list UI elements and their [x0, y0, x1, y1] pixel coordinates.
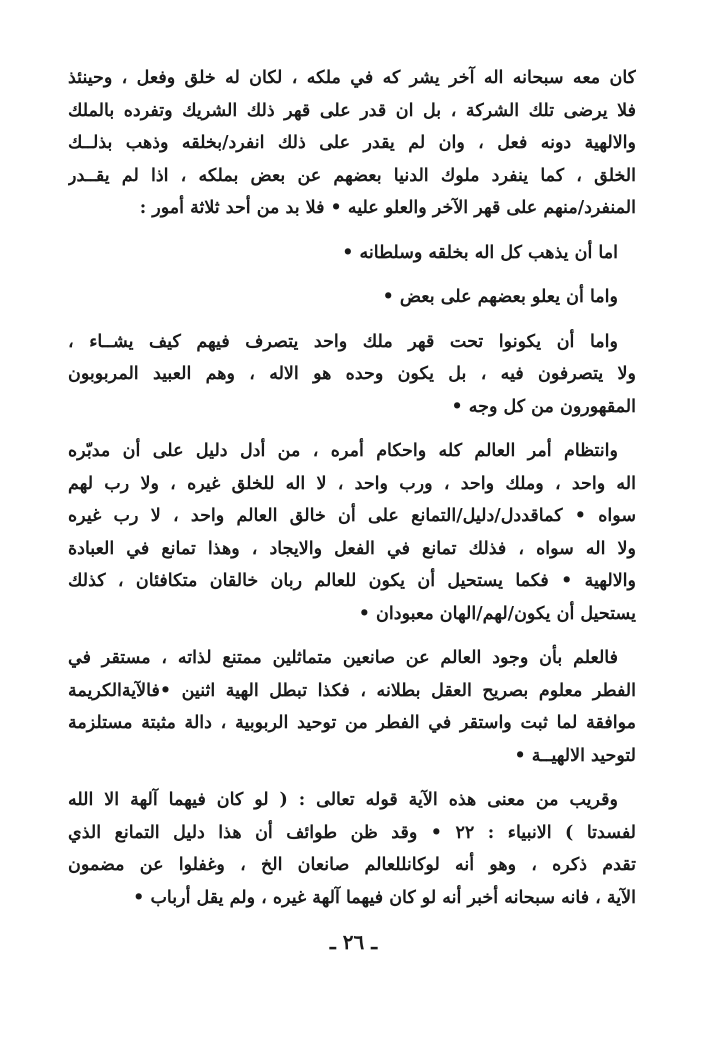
paragraph: [68, 62, 636, 225]
text-line: واما أن يكونوا تحت قهر ملك واحد يتصرف فيهم كيف يشــاء ،: [68, 331, 618, 352]
paragraph-gap: [68, 630, 636, 642]
text-line: وقريب من معنى هذه الآية قوله تعالى : ( لو كان فيهما آلهة الا الله: [68, 790, 618, 810]
text-line: فالعلم بأن وجود العالم عن صانعين متماثلين ممتنع لذاته ، مستقر في: [68, 648, 618, 668]
text-line: موافقة لما ثبت واستقر في الفطر من توحيد الربوبية ، دالة مثبتة مستلزمة: [68, 713, 636, 733]
text-line: وانتظام أمر العالم كله واحكام أمره ، من أدل دليل على أن مدبّره: [68, 441, 618, 461]
text-line: الآية ، فانه سبحانه أخبر أنه لو كان فيهما آلهة غيره ، ولم يقل أرباب •: [133, 887, 636, 908]
text-line: الفطر معلوم بصريح العقل بطلانه ، فكذا تبطل الهية اثنين •فالآيةالكريمة: [68, 680, 636, 701]
text-line: تقدم ذكره ، وهو أنه لوكانللعالم صانعان الخ ، وغفلوا عن مضمون: [68, 855, 636, 875]
paragraph: [68, 237, 636, 270]
paragraph: [68, 784, 636, 914]
text-line: كان معه سبحانه اله آخر يشر كه في ملكه ، لكان له خلق وفعل ، وحينئذ: [68, 68, 636, 88]
text-line: اله واحد ، وملك واحد ، ورب واحد ، لا اله للخلق غيره ، ولا رب لهم: [68, 473, 636, 494]
text-line: لفسدتا ) الانبياء : ٢٢ • وقد ظن طوائف أن هذا دليل التمانع الذي: [68, 822, 636, 843]
paragraph-gap: [68, 225, 636, 237]
text-line: والالهية • فكما يستحيل أن يكون للعالم ربان خالقان متكافئان ، كذلك: [68, 571, 636, 591]
paragraph: [68, 435, 636, 630]
text-line: والالهية دونه فعل ، وان لم يقدر على ذلك انفرد/بخلقه وذهب بذلــك: [68, 133, 636, 153]
paragraph-gap: [68, 423, 636, 435]
paragraph-gap: [68, 269, 636, 281]
text-line: المنفرد/منهم على قهر الآخر والعلو عليه • فلا بد من أحد ثلاثة أمور :: [139, 198, 636, 218]
text-line: لتوحيد الالهيــة •: [514, 745, 636, 766]
text-line: المقهورون من كل وجه •: [451, 396, 636, 417]
text-line: الخلق ، كما ينفرد ملوك الدنيا بعضهم عن بعض بملكه ، اذا لم يقــدر: [68, 165, 636, 186]
page-number: ـ ٢٦ ـ: [329, 930, 378, 954]
text-line: فلا يرضى تلك الشركة ، بل ان قدر على قهر ذلك الشريك وتفرده بالملك: [68, 100, 636, 121]
paragraph-gap: [68, 314, 636, 326]
paragraph-gap: [68, 772, 636, 784]
paragraph: [68, 642, 636, 772]
text-line: اما أن يذهب كل اله بخلقه وسلطانه •: [342, 242, 618, 263]
paragraph: [68, 326, 636, 424]
text-line: ولا يتصرفون فيه ، بل يكون وحده هو الاله ، وهم العبيد المربوبون: [68, 364, 636, 384]
text-line: ولا اله سواه ، فذلك تمانع في الفعل والايجاد ، وهذا تمانع في العبادة: [68, 538, 636, 559]
text-line: سواه • كماقددل/دليل/التمانع على أن خالق العالم واحد ، لا رب غيره: [68, 506, 636, 526]
page-body: [68, 62, 636, 914]
text-line: واما أن يعلو بعضهم على بعض •: [382, 287, 618, 307]
paragraph: [68, 281, 636, 314]
text-line: يستحيل أن يكون/لهم/الهان معبودان •: [358, 603, 636, 624]
